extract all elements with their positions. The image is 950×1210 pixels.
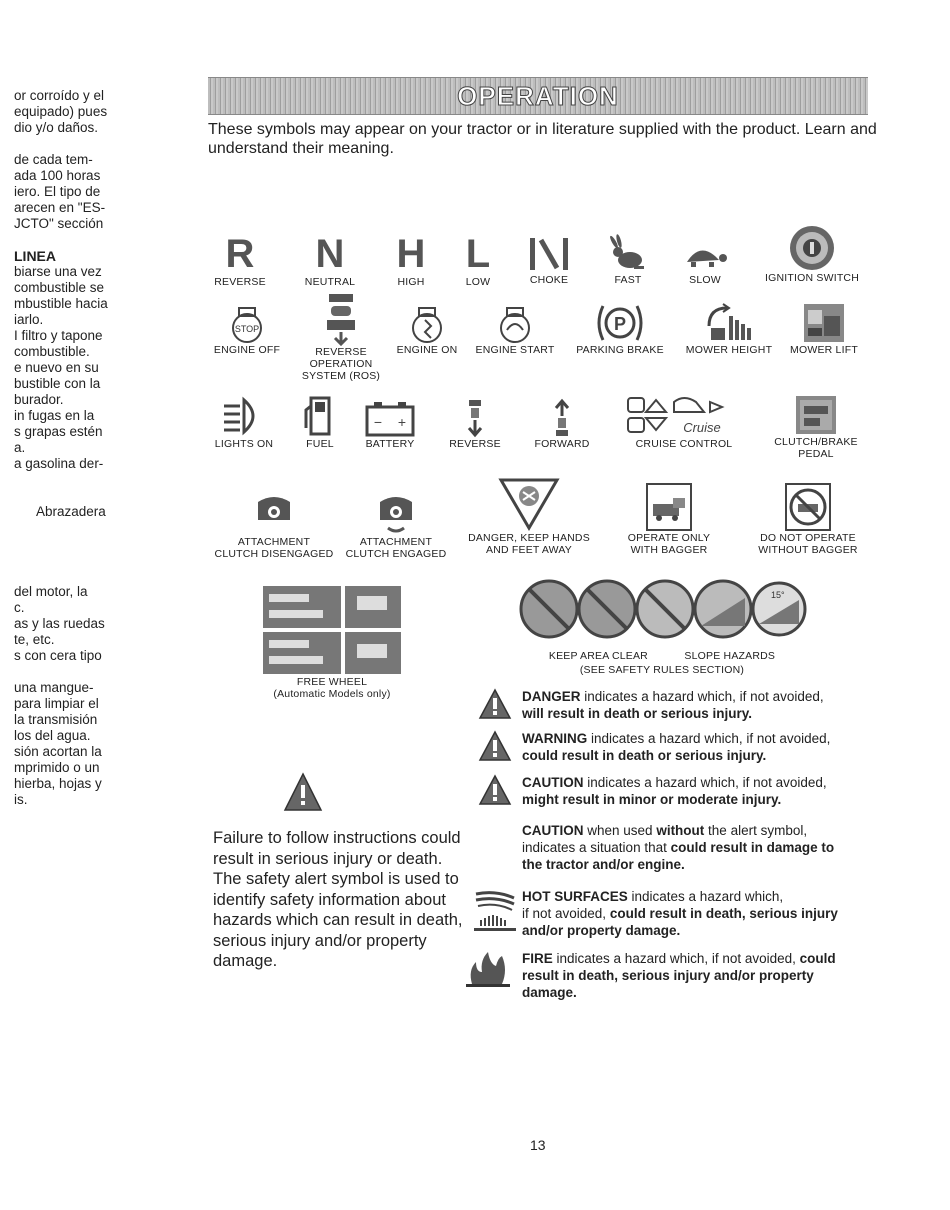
left-column-line: Abrazadera xyxy=(36,504,106,519)
reverse-pedal-label: REVERSE xyxy=(449,438,501,450)
left-column-line: combustible. xyxy=(14,344,90,359)
fire-icon xyxy=(464,950,512,988)
high-label: HIGH xyxy=(397,276,425,288)
ros-label-3: SYSTEM (ROS) xyxy=(301,370,381,382)
mower-height-label: MOWER HEIGHT xyxy=(685,344,773,356)
clutch-brake-pedal-icon xyxy=(794,394,838,436)
high-letter: H xyxy=(396,232,426,276)
clutch-brake-label-2: PEDAL xyxy=(798,448,834,460)
ros-label-1: REVERSE xyxy=(315,346,367,358)
left-column-line: I filtro y tapone xyxy=(14,328,103,343)
left-column-line: sión acortan la xyxy=(14,744,102,759)
symbol-reverse-pedal xyxy=(446,398,504,450)
choke-label: CHOKE xyxy=(529,274,569,286)
hot-surfaces-text xyxy=(522,888,867,939)
no-children-icon xyxy=(521,581,577,637)
left-column-line: s con cera tipo xyxy=(14,648,102,663)
left-column-line: LINEA xyxy=(14,248,56,264)
slope-text: 15° xyxy=(771,590,785,600)
left-column-line: JCTO" sección xyxy=(14,216,104,231)
left-column-line: equipado) pues xyxy=(14,104,108,119)
symbol-parking-brake xyxy=(572,302,668,356)
danger-rest: indicates a hazard which, if not avoided, xyxy=(580,689,824,704)
symbol-ignition xyxy=(762,224,862,284)
headlight-icon xyxy=(222,394,266,438)
warning-block-danger xyxy=(478,688,512,725)
left-column-line: te, etc. xyxy=(14,632,55,647)
keep-clear-label: KEEP AREA CLEAR xyxy=(548,650,648,662)
left-column-line xyxy=(14,552,124,568)
reverse-arrow-icon xyxy=(463,398,487,438)
left-column-line xyxy=(14,536,124,552)
left-column-line: ada 100 horas xyxy=(14,168,101,183)
engine-off-label: ENGINE OFF xyxy=(213,344,281,356)
engine-off-icon xyxy=(227,306,267,344)
danger-text xyxy=(522,688,867,722)
left-column-line: is. xyxy=(14,792,28,807)
symbol-engine-off xyxy=(212,306,282,356)
keep-clear-icons xyxy=(517,578,807,640)
symbol-engine-on xyxy=(392,306,462,356)
engine-on-label: ENGINE ON xyxy=(396,344,458,356)
fuel-pump-icon xyxy=(303,394,337,438)
operation-banner xyxy=(208,77,868,115)
no-bagger-label-2: WITHOUT BAGGER xyxy=(758,544,858,556)
left-column-line: a gasolina der- xyxy=(14,456,104,471)
neutral-label: NEUTRAL xyxy=(304,276,356,288)
hot-rest: indicates a hazard which, xyxy=(627,889,784,904)
fire-bold: could result in death, serious injury and/or property damage. xyxy=(522,951,836,1000)
danger-hands-icon xyxy=(497,476,561,532)
symbol-high xyxy=(388,232,434,288)
free-wheel-icon xyxy=(261,584,403,676)
parking-brake-icon xyxy=(595,302,645,344)
caution2-bold: could result in damage to the tractor and/or engine. xyxy=(522,840,835,872)
hot-key: HOT SURFACES xyxy=(522,889,628,904)
warning-text xyxy=(522,730,867,764)
warning-block-warning xyxy=(478,730,512,767)
caution-no-symbol-text xyxy=(522,822,852,873)
fuel-label: FUEL xyxy=(306,438,334,450)
no-bagger-label-1: DO NOT OPERATE xyxy=(760,532,856,544)
safety-alert-paragraph: Failure to follow instructions could result in serious injury or death. The safety alert symbol is used to identify safety information about hazards which can result in death, serious injury and/or property damage. xyxy=(213,829,463,970)
low-letter: L xyxy=(465,232,491,276)
left-column-line: una mangue- xyxy=(14,680,94,695)
hot-bold: could result in death, serious injury and/or property damage. xyxy=(522,906,838,938)
symbol-cruise xyxy=(620,392,748,450)
lights-label: LIGHTS ON xyxy=(214,438,274,450)
warning-key: WARNING xyxy=(522,731,588,746)
left-column-line: hierba, hojas y xyxy=(14,776,102,791)
free-wheel-label-1: FREE WHEEL xyxy=(296,676,368,688)
slope-hazard-icon-2 xyxy=(753,583,805,635)
symbol-mower-lift xyxy=(784,302,864,356)
caution2-rest: the alert symbol, indicates a situation that xyxy=(522,823,808,855)
intro-text: These symbols may appear on your tractor or in literature supplied with the product. Learn and understand their meaning. xyxy=(208,121,877,157)
left-column-line: iarlo. xyxy=(14,312,44,327)
bagger-only-label-2: WITH BAGGER xyxy=(630,544,708,556)
turtle-icon xyxy=(681,234,729,274)
left-column-line: iero. El tipo de xyxy=(14,184,101,199)
ignition-label: IGNITION SWITCH xyxy=(765,272,859,284)
hot-surface-icon xyxy=(472,888,518,932)
left-column-line xyxy=(14,472,124,488)
symbol-neutral xyxy=(302,232,358,288)
caution-rest: indicates a hazard which, if not avoided, xyxy=(583,775,827,790)
symbol-attachment-disengaged xyxy=(212,490,336,560)
reverse-label: REVERSE xyxy=(214,276,266,288)
left-column-line xyxy=(14,488,124,504)
bagger-only-label-1: OPERATE ONLY xyxy=(627,532,711,544)
no-riders-icon xyxy=(579,581,635,637)
symbol-forward-pedal xyxy=(532,398,592,450)
battery-plus: + xyxy=(397,414,407,430)
left-column-line: biarse una vez xyxy=(14,264,102,279)
caution-key: CAUTION xyxy=(522,775,584,790)
left-column-line: combustible se xyxy=(14,280,105,295)
neutral-letter: N xyxy=(315,232,345,276)
cruise-text: Cruise xyxy=(683,420,721,435)
engine-start-label: ENGINE START xyxy=(475,344,555,356)
ignition-key-icon xyxy=(787,224,837,272)
att-eng-label-1: ATTACHMENT xyxy=(359,536,433,548)
symbol-ros xyxy=(296,292,386,382)
left-column-line: para limpiar el xyxy=(14,696,99,711)
mower-lift-label: MOWER LIFT xyxy=(790,344,858,356)
symbol-danger-hands xyxy=(464,476,594,556)
parking-brake-label: PARKING BRAKE xyxy=(576,344,664,356)
stop-text: STOP xyxy=(234,324,260,334)
caution2-key2: without xyxy=(656,823,705,838)
safety-alert-triangle-icon xyxy=(478,730,512,762)
left-column-line: dio y/o daños. xyxy=(14,120,99,135)
slow-label: SLOW xyxy=(689,274,721,286)
left-column-line: del motor, la xyxy=(14,584,88,599)
danger-hands-label-1: DANGER, KEEP HANDS xyxy=(468,532,590,544)
safety-alert-triangle-icon xyxy=(478,688,512,720)
warning-bold: could result in death or serious injury. xyxy=(522,748,767,763)
mower-lift-icon xyxy=(802,302,846,344)
caution2-mid: when used xyxy=(583,823,657,838)
fast-label: FAST xyxy=(614,274,642,286)
safety-rules-label: (SEE SAFETY RULES SECTION) xyxy=(579,664,745,676)
att-eng-label-2: CLUTCH ENGAGED xyxy=(345,548,447,560)
left-column-line: c. xyxy=(14,600,25,615)
symbol-clutch-brake xyxy=(770,394,862,460)
left-column-line: mprimido o un xyxy=(14,760,100,775)
left-column-line xyxy=(14,520,124,536)
left-column-line: los del agua. xyxy=(14,728,91,743)
caution-bold: might result in minor or moderate injury. xyxy=(522,792,782,807)
left-column-line: a. xyxy=(14,440,26,455)
free-wheel-label-2: (Automatic Models only) xyxy=(273,688,391,700)
symbol-reverse xyxy=(214,232,266,288)
battery-label: BATTERY xyxy=(365,438,415,450)
left-column-line: la transmisión xyxy=(14,712,98,727)
att-dis-label-1: ATTACHMENT xyxy=(237,536,311,548)
choke-icon xyxy=(527,234,571,274)
symbol-low xyxy=(458,232,498,288)
engine-start-icon xyxy=(495,306,535,344)
left-column-line: or corroído y el xyxy=(14,88,105,103)
parking-p-text: P xyxy=(613,314,627,334)
cruise-control-icon xyxy=(624,392,744,438)
engine-on-icon xyxy=(407,306,447,344)
symbol-fast xyxy=(604,234,652,286)
hot-line2: if not avoided, xyxy=(522,906,610,921)
slope-hazard-icon-1 xyxy=(695,581,751,637)
symbol-choke xyxy=(524,234,574,286)
large-safety-alert xyxy=(283,772,323,817)
slope-hazards-label: SLOPE HAZARDS xyxy=(684,650,776,662)
left-column-line xyxy=(14,664,124,680)
low-label: LOW xyxy=(465,276,491,288)
fire-rest: indicates a hazard which, if not avoided, xyxy=(552,951,800,966)
attachment-engaged-icon xyxy=(374,490,418,536)
left-column-line: mbustible hacia xyxy=(14,296,108,311)
symbol-mower-height xyxy=(682,302,776,356)
left-column-line: as y las ruedas xyxy=(14,616,105,631)
battery-minus: − xyxy=(373,414,383,430)
left-column-line: s grapas estén xyxy=(14,424,103,439)
danger-key: DANGER xyxy=(522,689,581,704)
symbol-slow xyxy=(680,234,730,286)
forward-arrow-icon xyxy=(550,398,574,438)
symbol-attachment-engaged xyxy=(342,490,450,560)
bagger-only-icon xyxy=(645,482,693,532)
reverse-letter: R xyxy=(225,232,255,276)
caution2-key: CAUTION xyxy=(522,823,584,838)
ros-icon xyxy=(321,292,361,346)
fire-text xyxy=(522,950,867,1001)
warning-rest: indicates a hazard which, if not avoided, xyxy=(587,731,831,746)
danger-hands-label-2: AND FEET AWAY xyxy=(485,544,573,556)
symbol-lights xyxy=(212,394,276,450)
symbol-bagger-only xyxy=(614,482,724,556)
left-column-line xyxy=(14,232,124,248)
symbol-free-wheel xyxy=(258,584,406,700)
caution-text xyxy=(522,774,867,808)
symbol-keep-area-clear xyxy=(516,578,808,676)
banner-title: OPERATION xyxy=(457,81,619,111)
safety-alert-triangle-icon xyxy=(478,774,512,806)
left-column-line: burador. xyxy=(14,392,64,407)
ros-label-2: OPERATION xyxy=(309,358,373,370)
fire-key: FIRE xyxy=(522,951,553,966)
symbol-engine-start xyxy=(472,306,558,356)
left-column-line xyxy=(14,568,124,584)
attachment-disengaged-icon xyxy=(252,490,296,536)
left-bleed-column xyxy=(14,88,124,808)
symbol-battery xyxy=(362,400,418,450)
hot-surface-icon-wrap xyxy=(472,888,518,937)
left-column-line xyxy=(14,136,124,152)
left-column-line: in fugas en la xyxy=(14,408,95,423)
rabbit-icon xyxy=(606,234,650,274)
safety-alert-triangle-icon xyxy=(283,772,323,812)
no-bagger-icon xyxy=(784,482,832,532)
fire-icon-wrap xyxy=(464,950,512,993)
danger-bold: will result in death or serious injury. xyxy=(522,706,753,721)
no-mowing-reverse-icon xyxy=(637,581,693,637)
left-column-line: de cada tem- xyxy=(14,152,93,167)
symbol-fuel xyxy=(298,394,342,450)
battery-icon xyxy=(364,400,416,438)
warning-block-caution xyxy=(478,774,512,811)
symbol-no-bagger xyxy=(752,482,864,556)
page-number: 13 xyxy=(530,1137,546,1153)
left-column-line: arecen en "ES- xyxy=(14,200,106,215)
left-column-line: bustible con la xyxy=(14,376,101,391)
clutch-brake-label-1: CLUTCH/BRAKE xyxy=(774,436,858,448)
forward-pedal-label: FORWARD xyxy=(534,438,590,450)
left-column-line: e nuevo en su xyxy=(14,360,99,375)
mower-height-icon xyxy=(703,302,755,344)
cruise-label: CRUISE CONTROL xyxy=(635,438,733,450)
att-dis-label-2: CLUTCH DISENGAGED xyxy=(214,548,334,560)
